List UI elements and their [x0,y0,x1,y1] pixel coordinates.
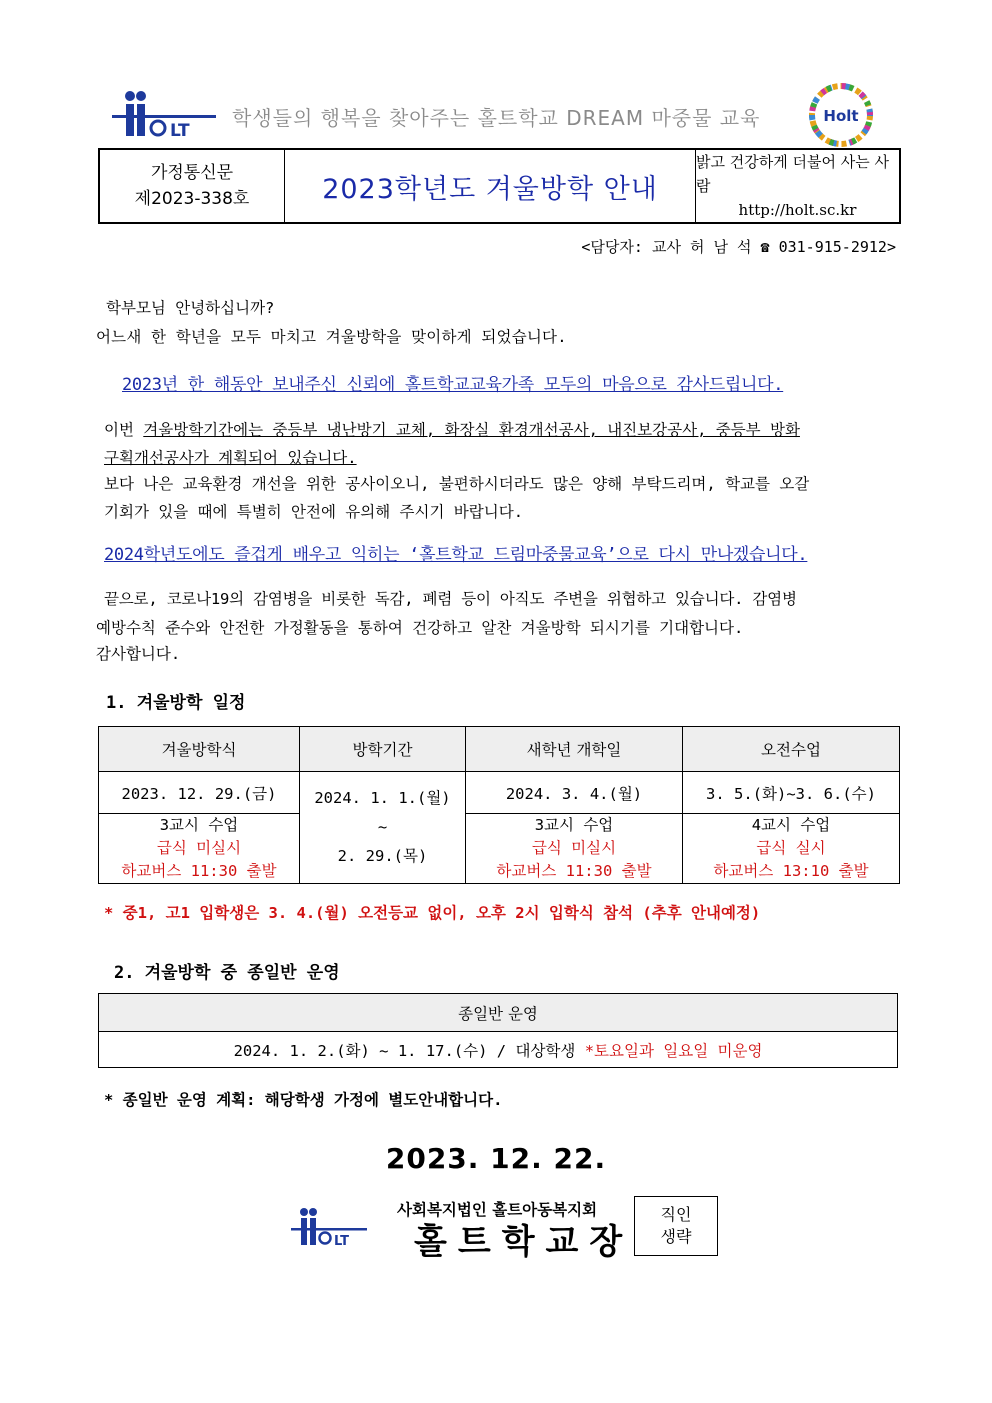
vacation-start: 2024. 1. 1.(월) [314,789,451,807]
doc-number: 제2023-338호 [134,189,250,209]
closing-line: 감사합니다. [96,645,181,663]
schedule-detail-row [99,814,900,884]
vacation-end: 2. 29.(목) [337,847,428,865]
construction-line-3: 보다 나은 교육환경 개선을 위한 공사이오니, 불편하시더라도 많은 양해 부탁드리며, 학교를 오갈 [104,475,810,493]
daycare-header: 종일반 운영 [99,994,898,1032]
daycare-note: * 종일반 운영 계획: 해당학생 가정에 별도안내합니다. [104,1091,503,1109]
new-semester-details [466,814,683,884]
bus-info: 하교버스 11:30 출발 [496,862,652,880]
logo-text: LT [170,121,190,140]
health-line-2: 예방수칙 준수와 안전한 가정활동을 통하여 건강하고 알찬 겨울방학 되시기를 기대합니다. [96,619,744,637]
construction-line-2: 구획개선공사가 계획되어 있습니다. [104,449,357,467]
holt-logo [110,88,220,140]
header-morning-class: 오전수업 [683,727,900,772]
school-url[interactable]: http://holt.sc.kr [738,201,857,219]
page-title: 2023학년도 겨울방학 안내 [285,150,696,222]
daycare-period [99,1032,898,1068]
organization-name: 사회복지법인 홀트아동복지회 [397,1201,598,1219]
section1-heading: 1. 겨울방학 일정 [106,693,246,713]
seal-line-2: 생략 [660,1227,692,1246]
morning-class-details [683,814,900,884]
class-info: 4교시 수업 [751,816,831,834]
meal-info: 급식 실시 [756,839,826,857]
daycare-header-row [99,994,898,1032]
header-new-semester: 새학년 개학일 [466,727,683,772]
title-box [98,148,901,224]
school-info [696,150,899,222]
construction-line-4: 기회가 있을 때에 특별히 안전에 유의해 주시기 바랍니다. [104,503,524,521]
morning-class-dates: 3. 5.(화)~3. 6.(수) [683,772,900,814]
daycare-dates: 2024. 1. 2.(화) ~ 1. 17.(수) / 대상학생 [233,1041,585,1060]
meal-info: 급식 미실시 [531,839,617,857]
schedule-header-row [99,727,900,772]
holt-footer-logo [290,1206,370,1248]
class-info: 3교시 수업 [534,816,614,834]
thanks-line: 2023년 한 해동안 보내주신 신뢰에 홀트학교교육가족 모두의 마음으로 감사드립니다. [122,375,784,395]
entrance-note: * 중1, 고1 입학생은 3. 4.(월) 오전등교 없이, 오후 2시 입학식 참석 (추후 안내예정) [104,904,761,922]
construction-line-1 [104,418,800,440]
health-line-1: 끝으로, 코로나19의 감염병을 비롯한 독감, 폐렴 등이 아직도 주변을 위협하고 있습니다. 감염병 [104,590,797,608]
principal-title: 홀트학교장 [414,1222,634,1262]
meal-info: 급식 미실시 [156,839,242,857]
section2-heading: 2. 겨울방학 중 종일반 운영 [114,963,340,983]
issue-date: 2023. 12. 22. [385,1142,607,1175]
daycare-table [98,993,898,1068]
bus-info: 하교버스 11:30 출발 [121,862,277,880]
school-motto: 밝고 건강하게 더불어 사는 사람 [696,153,889,195]
doc-info [100,150,285,222]
intro-line: 어느새 한 학년을 모두 마치고 겨울방학을 맞이하게 되었습니다. [96,328,567,346]
closing-ceremony-date: 2023. 12. 29.(금) [99,772,300,814]
seal-line-1: 직인 [660,1205,692,1224]
contact-info: <담당자: 교사 허 남 석 ☎ 031-915-2912> [581,238,896,256]
header-vacation-period: 방학기간 [300,727,466,772]
footer-logo-text: LT [334,1234,349,1248]
schedule-date-row [99,772,900,814]
daycare-weekend-note: *토요일과 일요일 미운영 [584,1041,763,1060]
doc-type: 가정통신문 [150,163,234,183]
construction-prefix: 이번 [104,421,144,439]
vacation-period-cell [300,772,466,884]
class-info: 3교시 수업 [159,816,239,834]
circle-logo-text: Holt [823,107,859,125]
bus-info: 하교버스 13:10 출발 [713,862,869,880]
new-semester-date: 2024. 3. 4.(월) [466,772,683,814]
schedule-table [98,726,900,884]
daycare-row [99,1032,898,1068]
header-closing-ceremony: 겨울방학식 [99,727,300,772]
vacation-tilde: ~ [377,818,388,836]
promise-line: 2024학년도에도 즐겁게 배우고 익히는 ‘홀트학교 드림마중물교육’으로 다시 만나겠습니다. [104,545,808,565]
holt-circle-logo [806,80,876,150]
closing-ceremony-details [99,814,300,884]
greeting: 학부모님 안녕하십니까? [106,299,275,317]
construction-underlined-a: 겨울방학기간에는 중등부 냉난방기 교체, 화장실 환경개선공사, 내진보강공사, 중등부 방화 [143,421,800,439]
slogan: 학생들의 행복을 찾아주는 홀트학교 DREAM 마중물 교육 [232,106,761,130]
seal-box [634,1196,718,1256]
